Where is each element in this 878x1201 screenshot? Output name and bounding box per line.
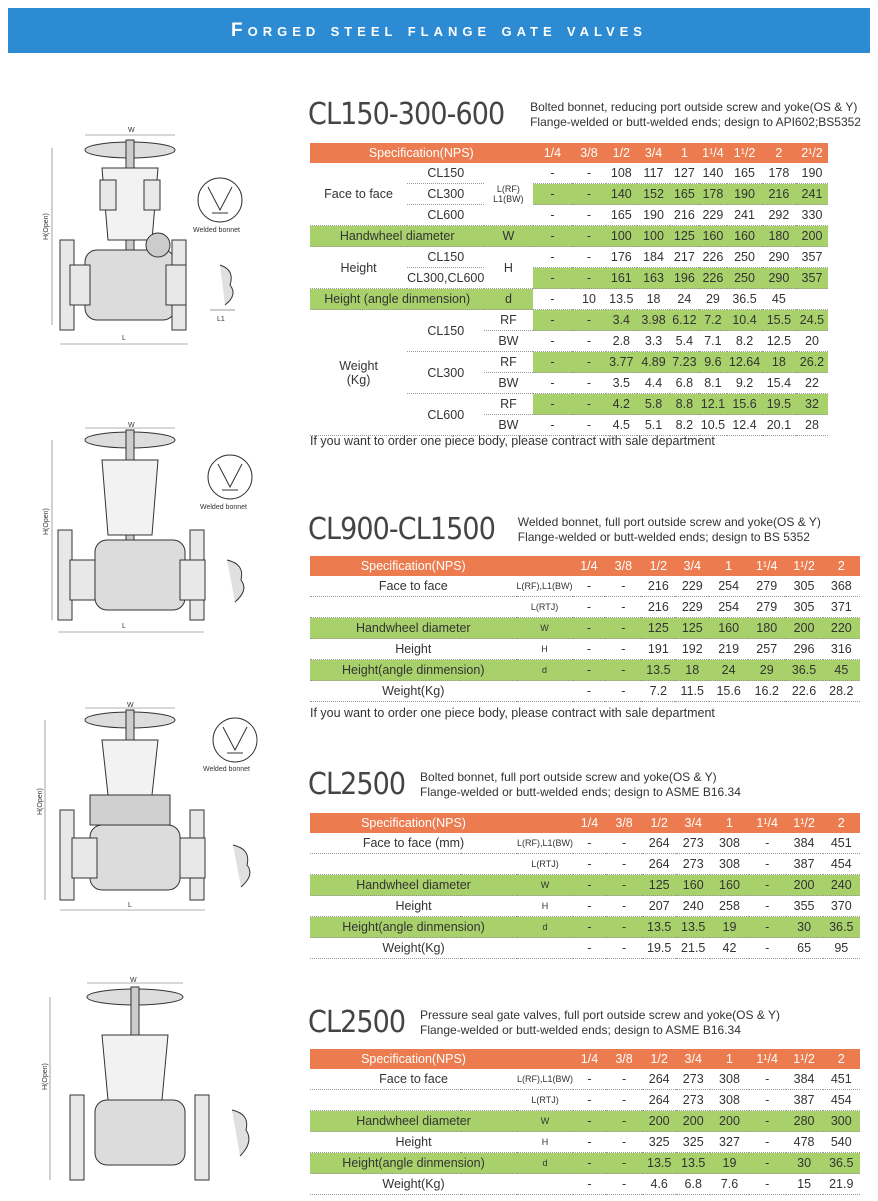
table-cell: 200 (642, 1111, 676, 1132)
table-cell: 15 (786, 1174, 823, 1195)
row-label: Height (310, 639, 517, 660)
row-symbol: L(RTJ) (517, 597, 573, 618)
svg-text:L: L (122, 335, 126, 342)
table-cell: 264 (642, 1090, 676, 1111)
size-header: 1/2 (641, 556, 675, 576)
row-label: Weight(Kg) (310, 938, 517, 959)
table-cell: 125 (641, 618, 675, 639)
table-cell: 273 (676, 833, 710, 854)
table-cell: - (749, 938, 786, 959)
table-cell: 216 (641, 597, 675, 618)
row-label: Weight(Kg) (310, 681, 517, 702)
row-label: Height(angle dinmension) (310, 1153, 517, 1174)
table-cell: - (573, 1069, 606, 1090)
table-cell: - (606, 917, 642, 938)
row-symbol (517, 938, 573, 959)
row-label: Handwheel diameter (310, 618, 517, 639)
size-header: 1¹/4 (749, 813, 786, 833)
table-cell: 273 (676, 854, 710, 875)
table-cell: 325 (642, 1132, 676, 1153)
end-detail-4 (220, 1100, 270, 1180)
table-cell: - (749, 1069, 786, 1090)
table-cell: 95 (823, 938, 860, 959)
table-cell: 264 (642, 854, 676, 875)
table-cell: - (749, 1090, 786, 1111)
svg-text:L1: L1 (217, 316, 225, 323)
svg-text:W: W (128, 127, 135, 134)
table-cell: 13.5 (676, 1153, 710, 1174)
size-header: 3/8 (606, 1049, 642, 1069)
table-cell: 45 (823, 660, 860, 681)
svg-text:H(Open): H(Open) (42, 1063, 49, 1090)
svg-text:H(Open): H(Open) (43, 213, 50, 240)
size-header: 2 (823, 1049, 860, 1069)
table-cell: - (573, 681, 606, 702)
section3-heading: CL2500 Bolted bonnet, full port outside screw and yoke(OS & Y) Flange-welded or butt-welded ends; design to ASME B16.34 (308, 767, 741, 802)
table-cell: 264 (642, 833, 676, 854)
table-cell: 368 (823, 576, 860, 597)
table-cell: 160 (676, 875, 710, 896)
row-symbol: H (517, 1132, 573, 1153)
section2-heading: CL900-CL1500 Welded bonnet, full port outside screw and yoke(OS & Y) Flange-welded or butt-welded ends; design to BS 5352 (308, 512, 821, 547)
table-cell: 19.5 (642, 938, 676, 959)
table-cell: 296 (785, 639, 822, 660)
table-cell: 11.5 (675, 681, 709, 702)
size-header: 1 (710, 813, 748, 833)
table-cell: - (749, 1174, 786, 1195)
table-cell: - (606, 1153, 642, 1174)
table-cell: 478 (786, 1132, 823, 1153)
section1-note: If you want to order one piece body, please contract with sale department (310, 434, 715, 448)
table-cell: - (573, 1111, 606, 1132)
table-cell: 19 (710, 1153, 748, 1174)
table-cell: 257 (748, 639, 785, 660)
table-cell: 273 (676, 1090, 710, 1111)
table-cell: 65 (786, 938, 823, 959)
table-cell: 180 (748, 618, 785, 639)
table-cell: - (573, 917, 606, 938)
table-cell: 15.6 (709, 681, 748, 702)
table-cell: 254 (709, 597, 748, 618)
table-cell: 6.8 (676, 1174, 710, 1195)
table-cell: - (573, 875, 606, 896)
section1-heading (308, 97, 861, 132)
table-cell: - (606, 833, 642, 854)
svg-text:L: L (122, 623, 126, 630)
row-label: Weight(Kg) (310, 1174, 517, 1195)
table-cell: 160 (709, 618, 748, 639)
row-symbol: d (517, 917, 573, 938)
table-cell: - (749, 896, 786, 917)
size-header: 1¹/2 (786, 813, 823, 833)
table-cell: - (606, 875, 642, 896)
table-cell: 264 (642, 1069, 676, 1090)
table-cell: 16.2 (748, 681, 785, 702)
svg-text:H(Open): H(Open) (43, 508, 50, 535)
table-cell: 13.5 (642, 917, 676, 938)
row-symbol: d (517, 1153, 573, 1174)
table-cell: - (573, 618, 606, 639)
row-label: Handwheel diameter (310, 1111, 517, 1132)
table-cell: 327 (710, 1132, 748, 1153)
table-cell: 316 (823, 639, 860, 660)
table-cell: 451 (823, 833, 860, 854)
table-cell: 30 (786, 917, 823, 938)
table-cell: - (605, 660, 641, 681)
table-cell: 7.6 (710, 1174, 748, 1195)
table-cell: 273 (676, 1069, 710, 1090)
table-cell: 387 (786, 1090, 823, 1111)
table-cell: 200 (676, 1111, 710, 1132)
table-cell: - (749, 1111, 786, 1132)
size-header: 1¹/2 (785, 556, 822, 576)
section1-model: CL150-300-600 (308, 97, 505, 132)
section1-desc2: Flange-welded or butt-welded ends; design to API602;BS5352 (530, 115, 861, 129)
table-cell: 229 (675, 597, 709, 618)
svg-text:Welded bonnet: Welded bonnet (200, 504, 247, 511)
row-symbol: W (517, 1111, 573, 1132)
table-cell: - (573, 1174, 606, 1195)
table-cell: 454 (823, 1090, 860, 1111)
page-title: Forged steel flange gate valves (231, 19, 647, 41)
section2-note: If you want to order one piece body, please contract with sale department (310, 706, 715, 720)
row-symbol: W (517, 618, 573, 639)
table-cell: 387 (786, 854, 823, 875)
table-cell: 540 (823, 1132, 860, 1153)
row-label: Face to face (mm) (310, 833, 517, 854)
table-cell: 200 (785, 618, 822, 639)
row-symbol: L(RF),L1(BW) (517, 576, 573, 597)
row-label: Face to face (310, 1069, 517, 1090)
table-cell: 36.5 (823, 1153, 860, 1174)
table-cell: 19 (710, 917, 748, 938)
spec-header-label: Specification(NPS) (310, 813, 517, 833)
table-cell: 21.9 (823, 1174, 860, 1195)
table-cell: - (749, 1132, 786, 1153)
table-cell: - (605, 639, 641, 660)
row-label: Height(angle dinmension) (310, 917, 517, 938)
svg-text:W: W (130, 977, 137, 984)
svg-text:W: W (127, 702, 134, 709)
table-cell: - (573, 576, 606, 597)
row-label (310, 597, 517, 618)
table-cell: 28.2 (823, 681, 860, 702)
row-symbol: W (517, 875, 573, 896)
section4-heading: CL2500 Pressure seal gate valves, full port outside screw and yoke(OS & Y) Flange-welded or butt-welded ends; design to ASME B16.34 (308, 1005, 780, 1040)
table-cell: - (605, 597, 641, 618)
size-header: 2 (823, 813, 860, 833)
size-header: 3/8 (605, 556, 641, 576)
size-header: 2 (823, 556, 860, 576)
table-cell: 305 (785, 576, 822, 597)
table-cell: 13.5 (641, 660, 675, 681)
table-cell: 36.5 (785, 660, 822, 681)
table-cell: - (606, 938, 642, 959)
spec-table-1: Specification(NPS) 1/4 3/8 1/2 3/4 1 1¹/4 1¹/2 2 2¹/2 Face to face CL150 L(RF) L1(BW) - - 108 117 127 140 165 178 190 CL300 - - 140 152 165 178 190 216 241 CL600 - - 165 190 216 229 241 292 330 Handwheel diameter W - - 100 100 125 160 160 180 200 Height CL150 H - - 176 184 217 226 250 290 357 CL300,CL600 - - 161 163 196 226 250 290 357 Height (angle dinmension) d - 10 13.5 18 24 29 36.5 45 Weight (Kg) CL150 RF - - 3.4 3.98 6.12 7.2 10.4 15.5 24.5 BW - - 2.8 3.3 5.4 7.1 8.2 12.5 20 CL300 RF - - 3.77 4.89 7.23 9.6 12.64 18 26.2 BW - - 3.5 4.4 6.8 8.1 9.2 15.4 22 CL600 RF - - 4.2 5.8 8.8 12.1 15.6 19.5 32 BW - - 4.5 5.1 8.2 10.5 12.4 20.1 28 (310, 143, 860, 436)
row-symbol: L(RTJ) (517, 854, 573, 875)
size-header: 3/4 (675, 556, 709, 576)
table-cell: 125 (642, 875, 676, 896)
table-cell: 279 (748, 576, 785, 597)
table-cell: - (573, 1090, 606, 1111)
table-cell: 371 (823, 597, 860, 618)
size-header: 1¹/2 (786, 1049, 823, 1069)
table-cell: 207 (642, 896, 676, 917)
row-label: Height (310, 1132, 517, 1153)
table-cell: 30 (786, 1153, 823, 1174)
table-cell: 200 (786, 875, 823, 896)
table-cell: 36.5 (823, 917, 860, 938)
table-cell: - (605, 618, 641, 639)
svg-text:L: L (128, 902, 132, 909)
welded-bonnet-detail-3 (195, 715, 275, 895)
table-cell: - (606, 896, 642, 917)
spec-table-2 (310, 556, 860, 702)
table-cell: 370 (823, 896, 860, 917)
table-cell: 355 (786, 896, 823, 917)
table-cell: 220 (823, 618, 860, 639)
table-cell: 384 (786, 1069, 823, 1090)
table-cell: 308 (710, 1069, 748, 1090)
table-cell: - (606, 1069, 642, 1090)
table-cell: - (606, 1132, 642, 1153)
size-header: 1/2 (642, 1049, 676, 1069)
table-cell: 4.6 (642, 1174, 676, 1195)
table-cell: 22.6 (785, 681, 822, 702)
size-header: 3/8 (606, 813, 642, 833)
table-cell: 254 (709, 576, 748, 597)
table-cell: 200 (710, 1111, 748, 1132)
table-cell: - (573, 833, 606, 854)
table-cell: - (573, 854, 606, 875)
table-cell: 308 (710, 1090, 748, 1111)
row-label (310, 1090, 517, 1111)
table-cell: - (749, 833, 786, 854)
table-cell: 451 (823, 1069, 860, 1090)
table-cell: 258 (710, 896, 748, 917)
page-banner (8, 8, 870, 53)
size-header: 1¹/4 (748, 556, 785, 576)
table-cell: 305 (785, 597, 822, 618)
table-cell: - (573, 639, 606, 660)
table-cell: 13.5 (676, 917, 710, 938)
size-header: 1/2 (642, 813, 676, 833)
table-cell: 191 (641, 639, 675, 660)
section1-desc1: Bolted bonnet, reducing port outside screw and yoke(OS & Y) (530, 100, 858, 114)
table-cell: 308 (710, 833, 748, 854)
table-cell: - (749, 854, 786, 875)
table-cell: 384 (786, 833, 823, 854)
table-cell: 325 (676, 1132, 710, 1153)
row-symbol: d (517, 660, 573, 681)
table-cell: 216 (641, 576, 675, 597)
table-cell: - (573, 1153, 606, 1174)
size-header: 1/4 (573, 1049, 606, 1069)
size-header: 3/4 (676, 813, 710, 833)
table-cell: 7.2 (641, 681, 675, 702)
row-symbol: L(RF),L1(BW) (517, 1069, 573, 1090)
svg-text:H(Open): H(Open) (37, 788, 44, 815)
table-cell: 308 (710, 854, 748, 875)
size-header: 1/4 (573, 813, 606, 833)
table-cell: 300 (823, 1111, 860, 1132)
size-header: 3/4 (676, 1049, 710, 1069)
table-cell: - (606, 1090, 642, 1111)
size-header: 1/4 (573, 556, 606, 576)
table-cell: 454 (823, 854, 860, 875)
row-symbol: L(RF),L1(BW) (517, 833, 573, 854)
table-cell: 279 (748, 597, 785, 618)
spec-header-label: Specification(NPS) (310, 1049, 517, 1069)
welded-bonnet-detail-2 (195, 452, 275, 622)
table-cell: - (573, 1132, 606, 1153)
table-cell: 42 (710, 938, 748, 959)
table-cell: - (605, 576, 641, 597)
table-cell: - (606, 854, 642, 875)
welded-bonnet-label: Welded bonnet (193, 227, 240, 234)
table-cell: 125 (675, 618, 709, 639)
table-cell: 219 (709, 639, 748, 660)
row-label (310, 854, 517, 875)
table-cell: 229 (675, 576, 709, 597)
table-cell: 13.5 (642, 1153, 676, 1174)
spec-table-3 (310, 813, 860, 959)
table-cell: 21.5 (676, 938, 710, 959)
table-cell: - (573, 938, 606, 959)
spec-header-label: Specification(NPS) (310, 556, 517, 576)
row-symbol: H (517, 639, 573, 660)
table-cell: - (749, 875, 786, 896)
row-label: Face to face (310, 576, 517, 597)
table-cell: - (605, 681, 641, 702)
welded-bonnet-detail-1 (190, 175, 270, 335)
table-cell: - (749, 917, 786, 938)
table-cell: 18 (675, 660, 709, 681)
table-cell: 29 (748, 660, 785, 681)
table-cell: - (573, 896, 606, 917)
table-cell: 240 (676, 896, 710, 917)
table-cell: - (749, 1153, 786, 1174)
table-cell: 280 (786, 1111, 823, 1132)
row-label: Handwheel diameter (310, 875, 517, 896)
table-cell: - (573, 660, 606, 681)
svg-text:Welded bonnet: Welded bonnet (203, 766, 250, 773)
svg-text:W: W (128, 422, 135, 429)
size-header: 1¹/4 (749, 1049, 786, 1069)
table-cell: - (606, 1174, 642, 1195)
size-header: 1 (709, 556, 748, 576)
table-cell: - (606, 1111, 642, 1132)
row-label: Height (310, 896, 517, 917)
row-symbol: L(RTJ) (517, 1090, 573, 1111)
table-cell: - (573, 597, 606, 618)
table-cell: 24 (709, 660, 748, 681)
table-cell: 192 (675, 639, 709, 660)
size-header: 1 (710, 1049, 748, 1069)
table-cell: 160 (710, 875, 748, 896)
row-symbol (517, 681, 573, 702)
row-label: Height(angle dinmension) (310, 660, 517, 681)
row-symbol: H (517, 896, 573, 917)
spec-table-4 (310, 1049, 860, 1195)
row-symbol (517, 1174, 573, 1195)
table-cell: 240 (823, 875, 860, 896)
